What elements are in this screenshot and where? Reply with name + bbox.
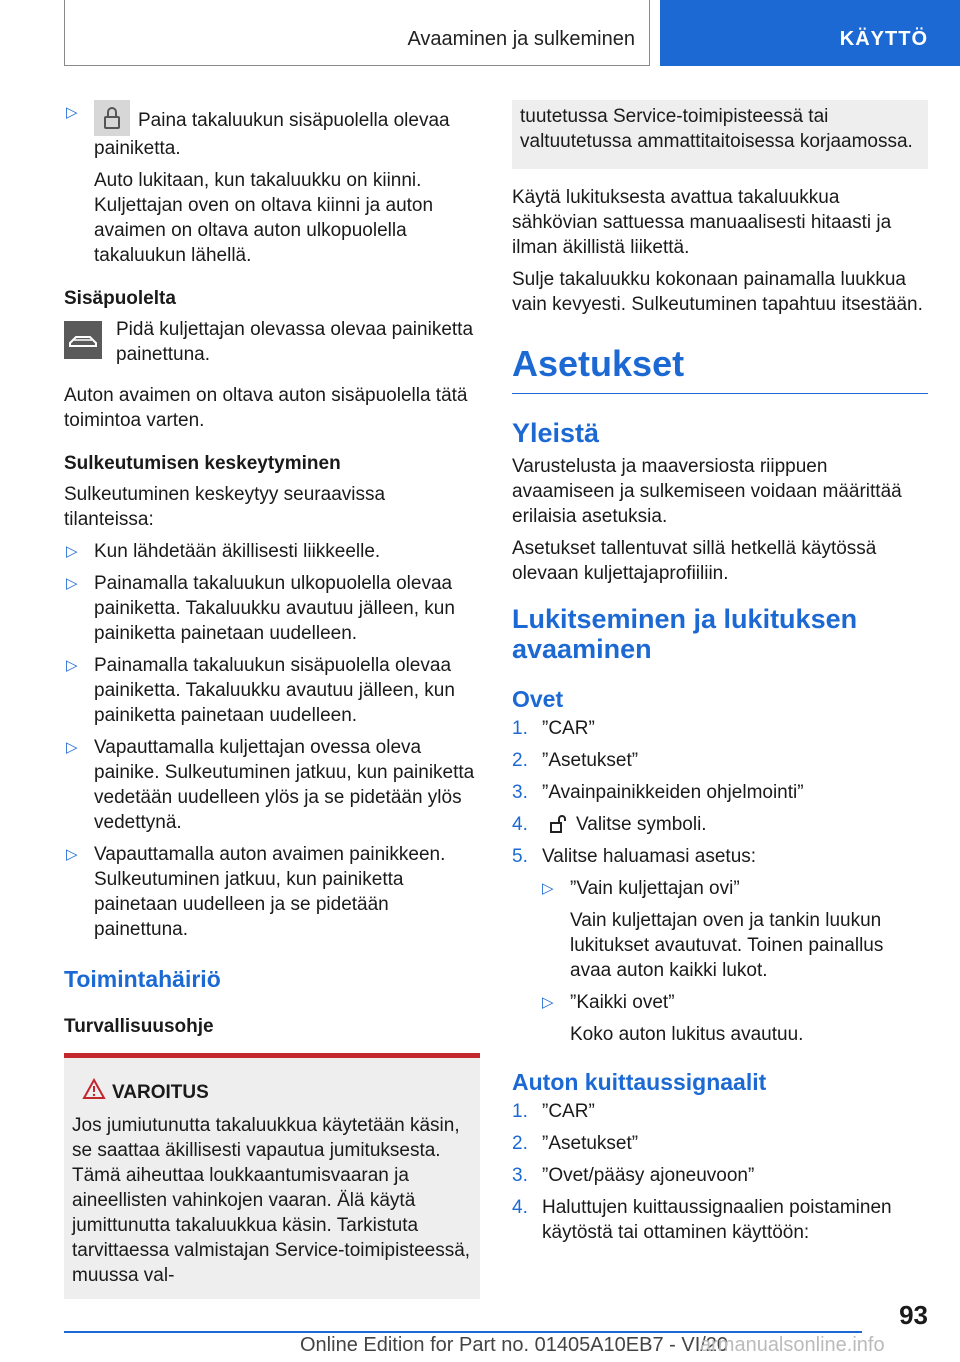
inside-text: Pidä kuljettajan olevassa olevaa painiketta painettuna. [116,319,474,365]
triangle-bullet-icon: ▷ [66,575,78,592]
list-item: 4. Haluttujen kuittaussignaalien poistaminen käytöstä tai ottaminen käyttöön: [512,1197,892,1243]
list-item: 2. ”Asetukset” [512,750,639,771]
header-section-box [64,0,650,66]
list-item: 4. Valitse symboli. [512,814,707,835]
warning-text: Jos jumiutunutta takaluukkua käytetään käsin, se saattaa äkillisesti vapautua jumituksesta. Tämä aiheuttaa loukkaantumisvaaran ja aineellisten vahinkojen vaaran. Älä käytä jumittunutta takaluukkua käsin. Tarkistuta tarvittaessa valmistajan Service-toimipisteessä, muussa val- [72,1115,471,1286]
list-item: 1. ”CAR” [512,718,595,739]
triangle-bullet-icon: ▷ [66,657,78,674]
heading-doors: Ovet [512,686,564,712]
warning-continuation: tuutetussa Service-toimipisteessä tai valtuutetussa ammattitaitoisessa korjaamossa. [512,100,928,169]
triangle-bullet-icon: ▷ [66,739,78,756]
option-2-text: Koko auton lukitus avautuu. [570,1024,804,1045]
footer-rule [64,1331,862,1333]
heading-signals: Auton kuittaussignaalit [512,1069,767,1095]
header-chapter-tab [660,0,960,66]
warning-box [64,1058,480,1299]
heading-settings: Asetukset [512,343,928,394]
list-item: ▷ ”Kaikki ovet” [542,992,675,1013]
triangle-bullet-icon: ▷ [542,994,554,1011]
list-item: 3. ”Ovet/pääsy ajoneuvoon” [512,1165,755,1186]
list-item [64,100,480,161]
left-column [64,100,480,1299]
para-general-2: Asetukset tallentuvat sillä hetkellä käytössä olevaan kuljettajaprofiiliin. [512,538,877,584]
warning-title: VAROITUS [72,1080,472,1105]
page-number: 93 [899,1300,928,1330]
list-item: ▷ Vapauttamalla kuljettajan ovessa oleva painike. Sulkeutuminen jatkuu, kun painiketta vedetään uudelleen ylös ja se pidetään ylös vedettynä. [66,737,475,833]
list-item: ▷ Vapauttamalla auton avaimen painikkeen. Sulkeutuminen jatkuu, kun painiketta painetaan uudelleen ja se pidetään painettuna. [66,844,446,940]
list-item: 2. ”Asetukset” [512,1133,639,1154]
triangle-bullet-icon: ▷ [542,880,554,897]
bullet-lock-text: Paina takaluukun sisäpuolella olevaa painiketta. [94,110,450,159]
triangle-bullet-icon: ▷ [66,846,78,863]
list-item: 5. Valitse haluamasi asetus: [512,846,757,867]
inside-block [64,317,480,367]
option-1-text: Vain kuljettajan oven ja tankin luukun lukitukset avautuvat. Toinen painallus avaa auton kaikki lukot. [570,910,884,981]
list-item: ▷ ”Vain kuljettajan ovi” [542,878,740,899]
heading-safety: Turvallisuusohje [64,1016,214,1037]
para-interrupt: Sulkeutuminen keskeytyy seuraavissa tilanteissa: [64,484,386,530]
heading-interrupt: Sulkeutumisen keskeytyminen [64,453,341,474]
para-general-1: Varustelusta ja maaversiosta riippuen avaamiseen ja sulkemiseen voidaan määrittää erilaisia asetuksia. [512,456,902,527]
lock-button-icon [94,100,130,136]
list-item: 3. ”Avainpainikkeiden ohjelmointi” [512,782,804,803]
list-item: ▷ Kun lähdetään äkillisesti liikkeelle. [66,541,381,562]
right-column [512,100,928,1252]
para-electric: Käytä lukituksesta avattua takaluukkua sähkövian sattuessa manuaalisesti hitaasti ja ilman äkillistä liikettä. [512,187,892,258]
watermark: armanualsonline.info [700,1334,885,1356]
edition-text: Online Edition for Part no. 01405A10EB7 - VI/20 [300,1334,729,1356]
list-item: ▷ Painamalla takaluukun sisäpuolella olevaa painiketta. Takaluukku avautuu jälleen, kun painiketta painetaan uudelleen. [66,655,455,726]
para-key-inside: Auton avaimen on oltava auton sisäpuolella tätä toimintoa varten. [64,385,468,431]
list-item: 1. ”CAR” [512,1101,595,1122]
chapter-title: KÄYTTÖ [839,28,928,50]
heading-general: Yleistä [512,418,600,448]
trunk-close-icon [64,321,102,359]
heading-locking: Lukitseminen ja lukituksen avaaminen [512,604,858,664]
para-auto-lock: Auto lukitaan, kun takaluukku on kiinni. Kuljettajan oven on oltava kiinni ja auton avaimen on oltava auton ulkopuolella takaluukun lähellä. [94,170,434,266]
heading-inside: Sisäpuolelta [64,288,176,309]
warning-triangle-icon [82,1078,106,1100]
para-close: Sulje takaluukku kokonaan painamalla luukkua vain kevyesti. Sulkeutuminen tapahtuu itsestään. [512,269,923,315]
unlock-icon [548,814,568,834]
list-item: ▷ Painamalla takaluukun ulkopuolella olevaa painiketta. Takaluukku avautuu jälleen, kun painiketta painetaan uudelleen. [66,573,455,644]
heading-malfunction: Toimintahäiriö [64,966,221,992]
triangle-bullet-icon: ▷ [66,104,78,121]
section-title: Avaaminen ja sulkeminen [407,28,635,50]
triangle-bullet-icon: ▷ [66,543,78,560]
